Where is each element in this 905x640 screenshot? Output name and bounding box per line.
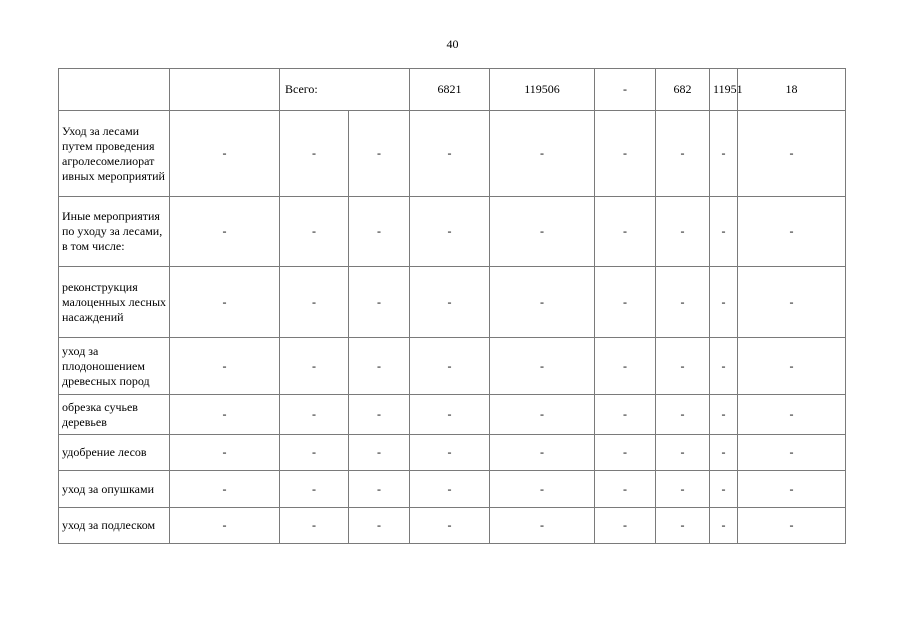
row-label: удобрение лесов <box>59 435 170 471</box>
table-cell: - <box>738 395 846 435</box>
table-cell: - <box>349 267 410 338</box>
table-cell: - <box>280 395 349 435</box>
table-cell: - <box>595 267 656 338</box>
table-cell: - <box>738 267 846 338</box>
total-label: Всего: <box>280 69 410 111</box>
table-cell: - <box>656 111 710 197</box>
table-cell: - <box>710 471 738 508</box>
table-cell: - <box>595 338 656 395</box>
table-cell: - <box>656 267 710 338</box>
total-value: 11951 <box>710 69 738 111</box>
table-cell: - <box>656 471 710 508</box>
table-cell: - <box>410 508 490 544</box>
table-cell: - <box>170 338 280 395</box>
total-value: 682 <box>656 69 710 111</box>
row-label: уход за плодоношением древесных пород <box>59 338 170 395</box>
table-cell: - <box>656 338 710 395</box>
table-cell: - <box>410 267 490 338</box>
table-cell: - <box>490 395 595 435</box>
table-row <box>59 395 846 435</box>
table-row <box>59 197 846 267</box>
table-cell: - <box>280 435 349 471</box>
table-cell: - <box>280 111 349 197</box>
table-cell: - <box>710 508 738 544</box>
row-label: Уход за лесами путем проведения агролесомелиорат ивных мероприятий <box>59 111 170 197</box>
table-cell: - <box>710 111 738 197</box>
row-label: Иные мероприятия по уходу за лесами, в том числе: <box>59 197 170 267</box>
table-cell: - <box>710 267 738 338</box>
table-cell: - <box>738 435 846 471</box>
table-cell: - <box>170 471 280 508</box>
table-row <box>59 471 846 508</box>
table-cell: - <box>170 267 280 338</box>
table-cell: - <box>490 338 595 395</box>
table-cell: - <box>595 471 656 508</box>
table-cell: - <box>410 435 490 471</box>
table-cell: - <box>656 508 710 544</box>
table-cell: - <box>595 197 656 267</box>
table-cell: - <box>349 111 410 197</box>
table-cell: - <box>490 111 595 197</box>
table-cell: - <box>656 395 710 435</box>
table-cell: - <box>410 111 490 197</box>
table-cell: - <box>710 435 738 471</box>
table-cell: - <box>490 471 595 508</box>
table-cell: - <box>170 197 280 267</box>
table-cell: - <box>280 197 349 267</box>
table-cell: - <box>170 111 280 197</box>
row-label: обрезка сучьев деревьев <box>59 395 170 435</box>
table-cell: - <box>656 435 710 471</box>
table-cell: - <box>349 435 410 471</box>
table-cell: - <box>410 395 490 435</box>
table-cell: - <box>738 197 846 267</box>
table-row <box>59 111 846 197</box>
table-row <box>59 338 846 395</box>
table-cell: - <box>349 471 410 508</box>
table-cell <box>59 69 170 111</box>
table-row <box>59 435 846 471</box>
row-label: реконструкция малоценных лесных насаждений <box>59 267 170 338</box>
table-cell: - <box>170 435 280 471</box>
table-cell: - <box>170 395 280 435</box>
total-row <box>59 69 846 111</box>
table-cell: - <box>280 471 349 508</box>
table-cell: - <box>595 395 656 435</box>
row-label: уход за опушками <box>59 471 170 508</box>
forest-care-table <box>58 68 846 544</box>
table-cell: - <box>656 197 710 267</box>
total-value: 6821 <box>410 69 490 111</box>
table-cell <box>170 69 280 111</box>
table-cell: - <box>710 197 738 267</box>
table-cell: - <box>738 508 846 544</box>
row-label: уход за подлеском <box>59 508 170 544</box>
table-cell: - <box>349 508 410 544</box>
table-cell: - <box>595 435 656 471</box>
table-cell: - <box>738 471 846 508</box>
total-value: 119506 <box>490 69 595 111</box>
table-cell: - <box>410 197 490 267</box>
table-cell: - <box>490 508 595 544</box>
table-cell: - <box>710 395 738 435</box>
table-cell: - <box>280 338 349 395</box>
table-cell: - <box>738 338 846 395</box>
table-cell: - <box>280 508 349 544</box>
page-number: 40 <box>446 37 459 51</box>
total-value: - <box>595 69 656 111</box>
table-cell: - <box>349 395 410 435</box>
total-value: 18 <box>738 69 846 111</box>
table-cell: - <box>349 338 410 395</box>
table-row <box>59 267 846 338</box>
table-cell: - <box>490 267 595 338</box>
table-cell: - <box>738 111 846 197</box>
table-cell: - <box>280 267 349 338</box>
table-cell: - <box>410 471 490 508</box>
table-cell: - <box>349 197 410 267</box>
table-cell: - <box>490 197 595 267</box>
table-cell: - <box>595 508 656 544</box>
table-cell: - <box>490 435 595 471</box>
table-cell: - <box>410 338 490 395</box>
table-cell: - <box>710 338 738 395</box>
table-row <box>59 508 846 544</box>
table-cell: - <box>170 508 280 544</box>
table-cell: - <box>595 111 656 197</box>
